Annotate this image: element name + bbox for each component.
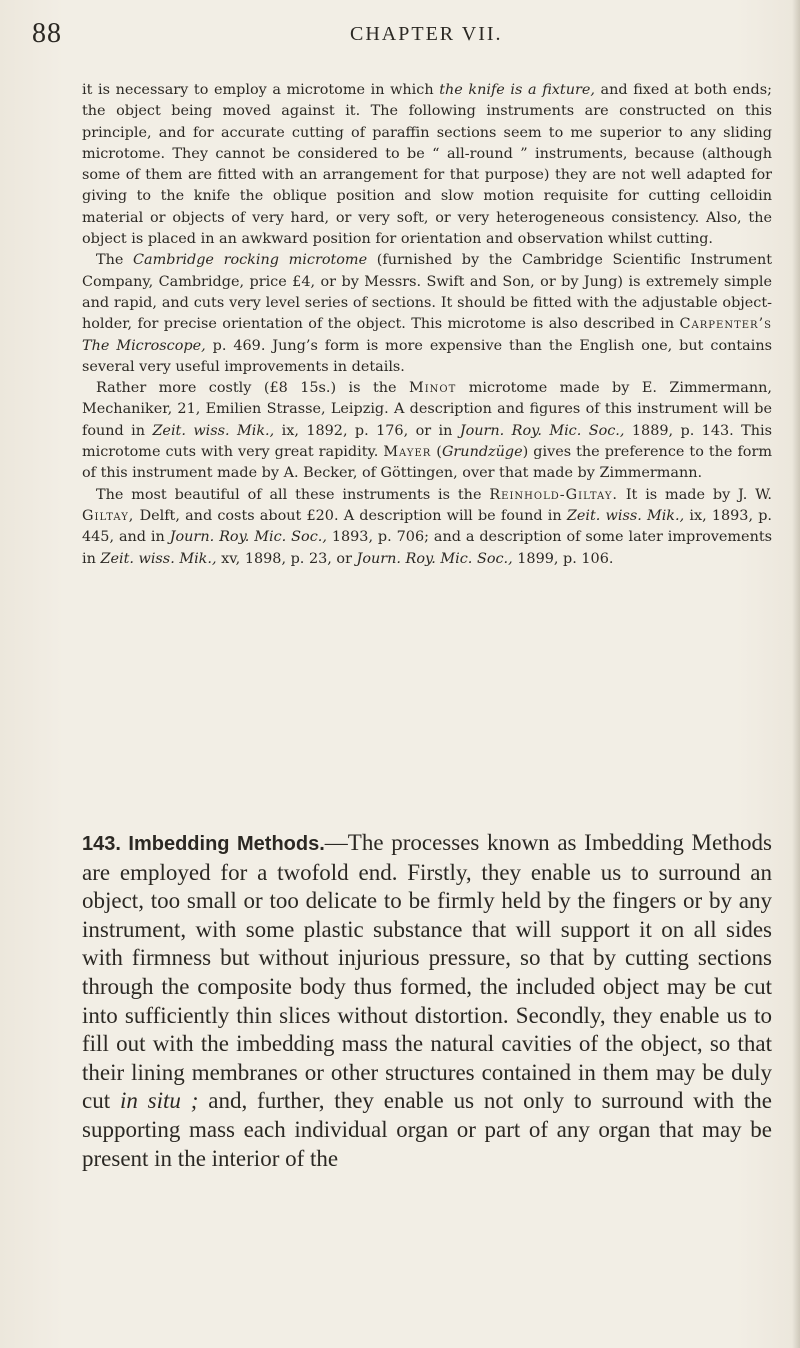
paragraph-microtome-fixed-knife: it is necessary to employ a microtome in which the knife is a fixture, and fixed at both ends; the object being moved against it. The following instruments are constructed on this principle, and for accurate cutting of paraffin sections seem to me superior to any sliding microtome. They cannot be considered to be “ all-round ” instruments, because (although some of them are fitted with an arrangement for that purpose) they are not well adapted for giving to the knife the oblique position and slow motion requisite for cutting celloidin material or objects of very hard, or very soft, or very heterogeneous consistency. Also, the object is placed in an awkward position for orientation and observation whilst cutting. — [82, 82, 772, 248]
paragraph-reinhold-giltay: The most beautiful of all these instruments is the Reinhold-Giltay. It is made by J. W. Giltay, Delft, and costs about £20. A description will be found in Zeit. wiss. Mik., ix, 1893, p. 445, and in Journ. Roy. Mic. Soc., 1893, p. 706; and a description of some later improvements in Zeit. wiss. Mik., xv, 1898, p. 23, or Journ. Roy. Mic. Soc., 1899, p. 106. — [82, 486, 773, 567]
section-heading: 143. Imbedding Methods. — [82, 833, 325, 855]
large-type-block — [82, 829, 772, 1173]
running-head: CHAPTER VII. — [350, 23, 503, 45]
page-header — [32, 18, 792, 48]
paragraph-minot-microtome: Rather more costly (£8 15s.) is the Minot microtome made by E. Zimmermann, Mechaniker, 21, Emilien Strasse, Leipzig. A description and figures of this instrument will be found in Zeit. wiss. Mik., ix, 1892, p. 176, or in Journ. Roy. Mic. Soc., 1889, p. 143. This microtome cuts with very great rapidity. Mayer (Grundzüge) gives the preference to the form of this instrument made by A. Becker, of Göttingen, over that made by Zimmermann. — [82, 380, 772, 482]
paragraph-imbedding-methods: 143. Imbedding Methods.—The processes known as Imbedding Methods are employed for a twofold end. Firstly, they enable us to surround an object, too small or too delicate to be firmly held by the fingers or by any instrument, with some plastic substance that will support it on all sides with firmness but without injurious pressure, so that by cutting sections through the composite body thus formed, the included object may be cut into sufficiently thin slices without distortion. Secondly, they enable us to fill out with the imbedding mass the natural cavities of the object, so that their lining membranes or other structures contained in them may be duly cut in situ ; and, further, they enable us not only to surround with the supporting mass each individual organ or part of any organ that may be present in the interior of the — [82, 830, 773, 1171]
scan-shadow-edge — [792, 0, 800, 1348]
small-type-block — [82, 80, 772, 570]
page-number: 88 — [32, 18, 62, 49]
paragraph-cambridge-microtome: The Cambridge rocking microtome (furnished by the Cambridge Scientific Instrument Company, Cambridge, price £4, or by Messrs. Swift and Son, or by Jung) is extremely simple and rapid, and cuts very level series of sections. It should be fitted with the adjustable object-holder, for precise orientation of the object. This microtome is also described in Carpenter’s The Microscope, p. 469. Jung’s form is more expensive than the English one, but contains several very useful improvements in details. — [82, 252, 772, 375]
